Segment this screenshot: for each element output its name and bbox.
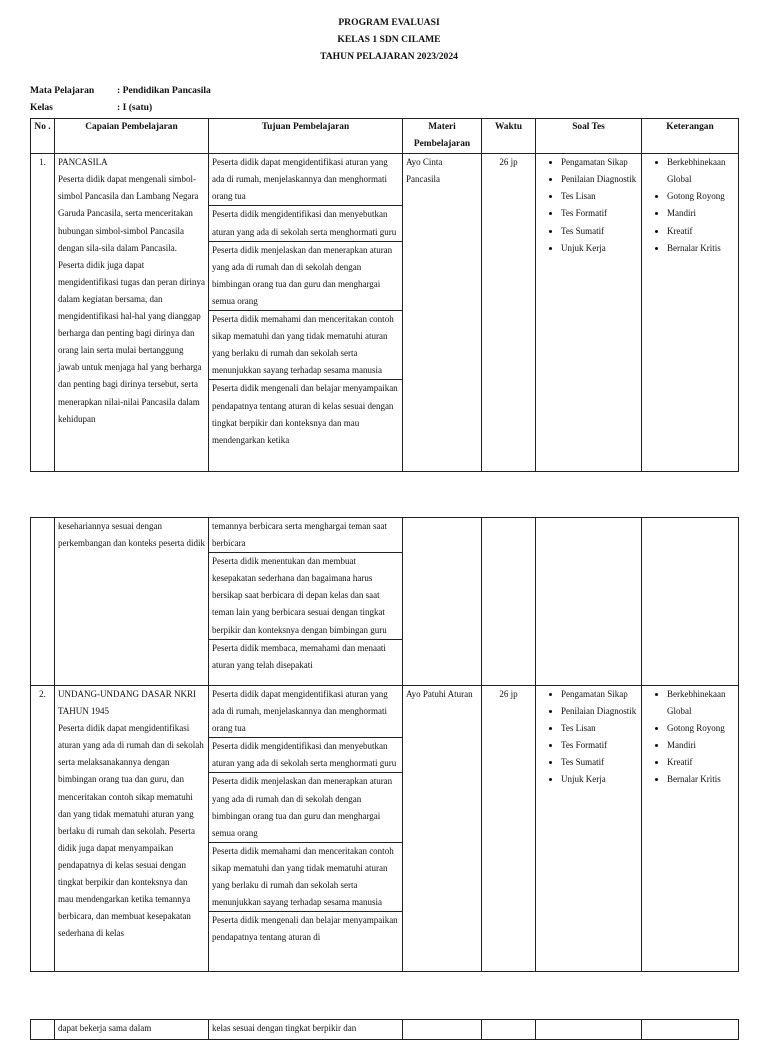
soal-list — [539, 154, 638, 257]
tujuan-item: Peserta didik menentukan dan membuat kesepakatan sederhana dan bagaimana harus bersikap saat berbicara di depan kelas dan saat teman lain yang berbicara sesuai dengan tingkat berpikir dan konteksnya dengan bimbingan guru — [209, 552, 402, 638]
list-item: • Tes Sumatif — [561, 754, 638, 771]
list-item: • Bernalar Kritis — [667, 240, 735, 257]
tujuan-item: Peserta didik menjelaskan dan menerapkan aturan yang ada di rumah dan di sekolah dengan bimbingan orang tua dan guru dan menghargai semua orang — [209, 772, 402, 841]
col-tujuan: Tujuan Pembelajaran — [209, 119, 403, 154]
list-item: • Berkebhinekaan Global — [667, 154, 735, 188]
tujuan-cell — [209, 518, 403, 686]
keterangan-list — [645, 686, 735, 789]
keterangan-cell — [642, 686, 739, 972]
tujuan-item: Peserta didik membaca, memahami dan menaati aturan yang telah disepakati — [209, 639, 402, 674]
class-row — [30, 99, 152, 116]
doc-title: PROGRAM EVALUASI — [338, 17, 440, 28]
waktu-cell: 26 jp — [482, 686, 536, 972]
list-item: • Pengamatan Sikap — [561, 154, 638, 171]
capaian-cell — [55, 154, 209, 472]
table-header-row — [31, 119, 739, 154]
col-soal: Soal Tes — [536, 119, 642, 154]
capaian-cell — [55, 518, 209, 686]
tujuan-item: Peserta didik mengidentifikasi dan menyebutkan aturan yang ada di sekolah serta menghormati guru — [209, 737, 402, 772]
tujuan-item: Peserta didik mengidentifikasi dan menyebutkan aturan yang ada di sekolah serta menghormati guru — [209, 205, 402, 240]
list-item: • Gotong Royong — [667, 188, 735, 205]
list-item: • Berkebhinekaan Global — [667, 686, 735, 720]
list-item: • Pengamatan Sikap — [561, 686, 638, 703]
tujuan-item: Peserta didik mengenali dan belajar menyampaikan pendapatnya tentang aturan di kelas sesuai dengan tingkat berpikir dan konteksnya dan mau mendengarkan ketika — [209, 379, 402, 448]
list-item: • Mandiri — [667, 737, 735, 754]
keterangan-cell — [642, 154, 739, 472]
capaian-text: Peserta didik dapat mengenali simbol-simbol Pancasila dan Lambang Negara Garuda Pancasila, serta menceritakan hubungan simbol-simbol Pancasila dengan sila-sila dalam Pancasila. Peserta didik juga dapat mengidentifikasi tugas dan peran dirinya dalam kegiatan bersama, dan mengidentifikasi hal-hal yang dianggap berharga dan penting bagi dirinya dan orang lain serta mulai bertanggung jawab untuk menjaga hal yang berharga dan penting bagi dirinya tersebut, serta menerapkan nilai-nilai Pancasila dalam kehidupan — [58, 174, 205, 424]
evaluation-table-page2 — [30, 517, 739, 972]
tujuan-item: Peserta didik dapat mengidentifikasi aturan yang ada di rumah, menjelaskannya dan menghormati orang tua — [212, 157, 388, 202]
class-value: : I (satu) — [117, 102, 153, 113]
tujuan-item: temannya berbicara serta menghargai teman saat berbicara — [212, 521, 387, 549]
col-keterangan: Keterangan — [642, 119, 739, 154]
doc-class-line: KELAS 1 SDN CILAME — [337, 34, 441, 45]
list-item: • Penilaian Diagnostik — [561, 703, 638, 720]
subject-value: : Pendidikan Pancasila — [117, 85, 211, 96]
tujuan-cell: kelas sesuai dengan tingkat berpikir dan — [209, 1020, 403, 1040]
tujuan-item: Peserta didik mengenali dan belajar menyampaikan pendapatnya tentang aturan di — [209, 911, 402, 946]
table-row — [31, 518, 739, 686]
list-item: • Tes Formatif — [561, 205, 638, 222]
class-label: Kelas — [30, 102, 53, 113]
list-item: • Unjuk Kerja — [561, 240, 638, 257]
doc-year-line: TAHUN PELAJARAN 2023/2024 — [320, 51, 458, 62]
row-number: 1. — [31, 154, 55, 472]
subject-label: Mata Pelajaran — [30, 85, 95, 96]
list-item: • Tes Lisan — [561, 720, 638, 737]
col-no: No . — [31, 119, 55, 154]
list-item: • Tes Sumatif — [561, 223, 638, 240]
tujuan-cell — [209, 154, 403, 472]
list-item: • Tes Lisan — [561, 188, 638, 205]
capaian-text: Peserta didik dapat mengidentifikasi aturan yang ada di rumah dan di sekolah serta melaksanakannya dengan bimbingan orang tua dan guru, dan menceritakan contoh sikap mematuhi dan yang tidak mematuhi aturan yang berlaku di rumah dan sekolah. Peserta didik juga dapat menyampaikan pendapatnya di kelas sesuai dengan tingkat berpikir dan konteksnya dan mau mendengarkan ketika temannya berbicara, dan membuat kesepakatan sederhana di kelas — [58, 723, 204, 939]
document-header — [0, 14, 768, 65]
evaluation-table-page1 — [30, 118, 739, 472]
list-item: • Unjuk Kerja — [561, 771, 638, 788]
materi-cell: Ayo Cinta Pancasila — [403, 154, 482, 472]
waktu-cell: 26 jp — [482, 154, 536, 472]
col-capaian: Capaian Pembelajaran — [55, 119, 209, 154]
tujuan-item: Peserta didik dapat mengidentifikasi aturan yang ada di rumah, menjelaskannya dan menghormati orang tua — [212, 689, 388, 734]
col-waktu: Waktu — [482, 119, 536, 154]
table-row — [31, 154, 739, 472]
list-item: • Tes Formatif — [561, 737, 638, 754]
list-item: • Mandiri — [667, 205, 735, 222]
list-item: • Gotong Royong — [667, 720, 735, 737]
capaian-title: UNDANG-UNDANG DASAR NKRI TAHUN 1945 — [58, 689, 196, 717]
capaian-text: kesehariannya sesuai dengan perkembangan dan konteks peserta didik — [58, 521, 205, 549]
list-item: • Kreatif — [667, 754, 735, 771]
subject-row — [30, 82, 211, 99]
table-row — [31, 1020, 739, 1040]
list-item: • Kreatif — [667, 223, 735, 240]
table-row — [31, 686, 739, 972]
materi-cell: Ayo Patuhi Aturan — [403, 686, 482, 972]
soal-list — [539, 686, 638, 789]
tujuan-cell — [209, 686, 403, 972]
keterangan-list — [645, 154, 735, 257]
soal-cell — [536, 686, 642, 972]
capaian-title: PANCASILA — [58, 157, 108, 168]
capaian-cell: dapat bekerja sama dalam — [55, 1020, 209, 1040]
capaian-cell — [55, 686, 209, 972]
list-item: • Bernalar Kritis — [667, 771, 735, 788]
tujuan-item: Peserta didik memahami dan menceritakan contoh sikap mematuhi dan yang tidak mematuhi aturan yang berlaku di rumah dan sekolah serta menunjukkan sayang terhadap sesama manusia — [209, 310, 402, 379]
soal-cell — [536, 154, 642, 472]
list-item: • Penilaian Diagnostik — [561, 171, 638, 188]
tujuan-item: Peserta didik memahami dan menceritakan contoh sikap mematuhi dan yang tidak mematuhi aturan yang berlaku di rumah dan sekolah serta menunjukkan sayang terhadap sesama manusia — [209, 842, 402, 911]
tujuan-item: Peserta didik menjelaskan dan menerapkan aturan yang ada di rumah dan di sekolah dengan bimbingan orang tua dan guru dan menghargai semua orang — [209, 241, 402, 310]
row-number: 2. — [31, 686, 55, 972]
col-materi: Materi Pembelajaran — [403, 119, 482, 154]
evaluation-table-page3 — [30, 1019, 739, 1040]
